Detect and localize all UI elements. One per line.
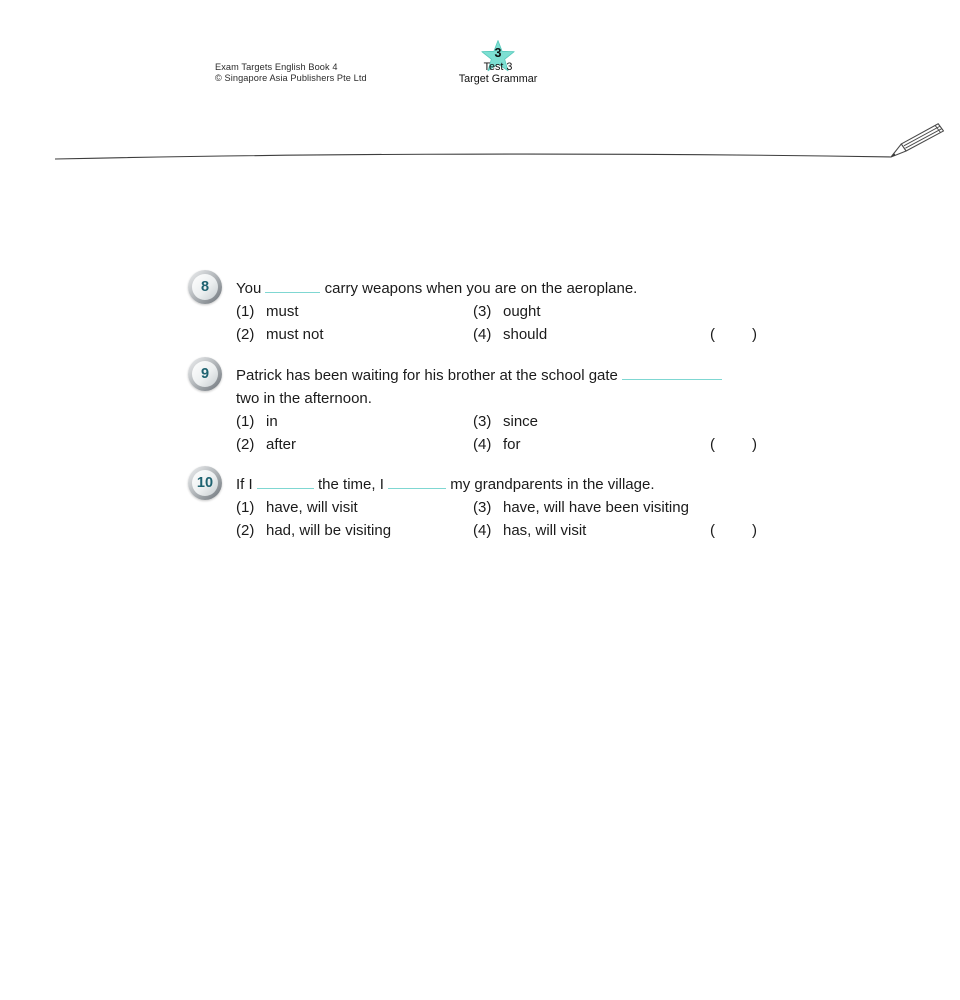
- option: [236, 519, 473, 542]
- answer-bracket-right: ): [752, 326, 757, 343]
- option: [473, 519, 710, 542]
- question-text-line: [236, 473, 770, 496]
- answer-bracket-left: (: [710, 326, 715, 343]
- star-test-number: 3: [494, 46, 502, 60]
- option: [236, 410, 473, 433]
- question-text: Patrick has been waiting for his brother at the school gate: [236, 367, 623, 384]
- option-label: should: [503, 326, 548, 343]
- option-number: (3): [473, 413, 492, 430]
- option-number: (1): [236, 499, 255, 516]
- option: [236, 496, 473, 519]
- question-number: 9: [192, 361, 218, 387]
- option: [473, 410, 538, 433]
- option-label: since: [503, 413, 539, 430]
- option-label: have, will have been visiting: [503, 499, 689, 516]
- option: [473, 300, 541, 323]
- answer-brackets: [710, 323, 757, 346]
- option-label: ought: [503, 303, 541, 320]
- answer-bracket-left: (: [710, 522, 715, 539]
- option-row: [236, 433, 770, 456]
- option-label: after: [266, 436, 297, 453]
- question-number: 8: [192, 274, 218, 300]
- option-row: [236, 410, 770, 433]
- answer-bracket-left: (: [710, 436, 715, 453]
- question-text: carry weapons when you are on the aeroplane.: [320, 280, 638, 297]
- question-block: [188, 357, 788, 456]
- test-heading: [428, 62, 568, 86]
- question-number: 10: [192, 470, 218, 496]
- book-title: Exam Targets English Book 4: [215, 62, 338, 72]
- answer-blank: [622, 366, 722, 380]
- test-title: Test 3: [483, 61, 513, 73]
- question-text: If I: [236, 476, 257, 493]
- question-content: [236, 357, 770, 456]
- question-text-line: [236, 364, 770, 387]
- question-text: You: [236, 280, 266, 297]
- question-number-badge: [188, 466, 222, 500]
- option-row: [236, 300, 770, 323]
- question-text-line: [236, 277, 770, 300]
- option-number: (1): [236, 303, 255, 320]
- option: [473, 496, 689, 519]
- option-label: must: [266, 303, 299, 320]
- answer-blank: [257, 475, 314, 489]
- answer-brackets: [710, 433, 757, 456]
- option: [473, 433, 710, 456]
- option-number: (4): [473, 326, 492, 343]
- option-row: [236, 323, 770, 346]
- option-number: (2): [236, 522, 255, 539]
- question-text: the time, I: [313, 476, 389, 493]
- publisher-copyright: © Singapore Asia Publishers Pte Ltd: [215, 73, 367, 83]
- option-label: must not: [266, 326, 324, 343]
- answer-blank: [388, 475, 446, 489]
- option-number: (2): [236, 326, 255, 343]
- pencil-icon: [887, 123, 944, 158]
- question-text: my grandparents in the village.: [446, 476, 655, 493]
- option: [473, 323, 710, 346]
- question-text: two in the afternoon.: [236, 390, 372, 407]
- question-block: [188, 466, 788, 542]
- option: [236, 323, 473, 346]
- option-number: (4): [473, 522, 492, 539]
- book-info: [215, 62, 367, 84]
- option: [236, 300, 473, 323]
- option-label: have, will visit: [266, 499, 358, 516]
- answer-blank: [265, 279, 320, 293]
- option-number: (3): [473, 303, 492, 320]
- divider-line: [55, 154, 891, 159]
- answer-bracket-right: ): [752, 436, 757, 453]
- option-row: [236, 519, 770, 542]
- option-number: (3): [473, 499, 492, 516]
- answer-bracket-right: ): [752, 522, 757, 539]
- question-number-badge: [188, 357, 222, 391]
- question-content: [236, 466, 770, 542]
- option-label: in: [266, 413, 278, 430]
- question-block: [188, 270, 788, 346]
- option: [236, 433, 473, 456]
- option-label: for: [503, 436, 521, 453]
- question-text-line: [236, 387, 770, 410]
- test-subtitle: Target Grammar: [458, 72, 538, 85]
- option-number: (2): [236, 436, 255, 453]
- option-label: has, will visit: [503, 522, 587, 539]
- option-number: (4): [473, 436, 492, 453]
- answer-brackets: [710, 519, 757, 542]
- option-number: (1): [236, 413, 255, 430]
- divider-rule: [0, 120, 960, 190]
- question-content: [236, 270, 770, 346]
- option-label: had, will be visiting: [266, 522, 392, 539]
- option-row: [236, 496, 770, 519]
- question-number-badge: [188, 270, 222, 304]
